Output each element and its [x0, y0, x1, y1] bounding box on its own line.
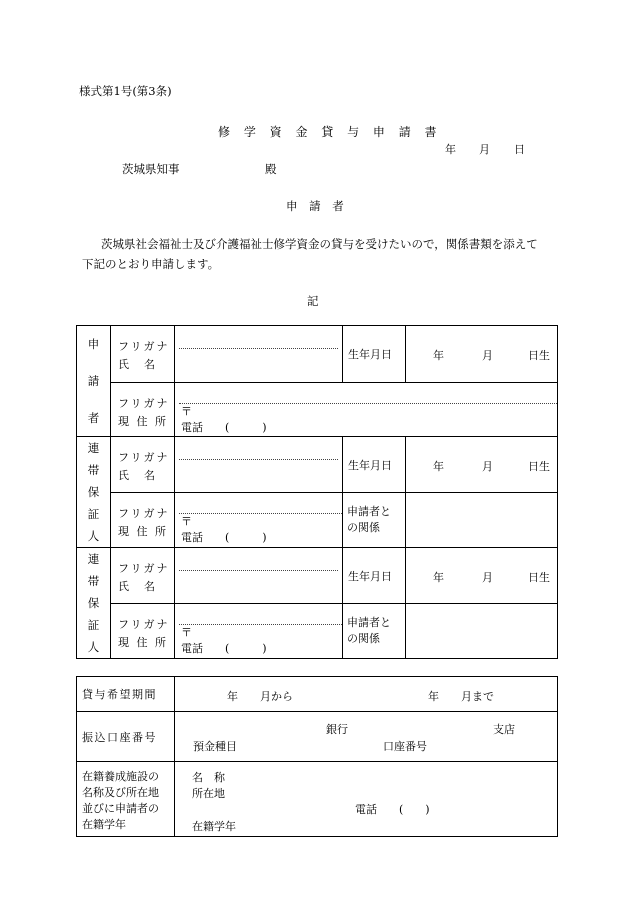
birth-day: 日生 — [528, 349, 550, 362]
school-label-line: 並びに申請者の — [82, 802, 159, 815]
birth-month: 月 — [482, 349, 493, 362]
label-char: 連 — [87, 552, 100, 566]
furigana-label: フリガナ — [118, 340, 170, 353]
furigana-label: フリガナ — [118, 451, 170, 464]
guarantor-1-name-field[interactable] — [175, 437, 343, 493]
birth-label-text: 生年月日 — [348, 458, 392, 472]
school-label-line: 名称及び所在地 — [82, 786, 159, 799]
postal-mark: 〒 — [181, 515, 192, 528]
section-label-guarantor-1 — [77, 437, 111, 548]
name-label: 氏 名 — [118, 580, 157, 593]
label-char: 者 — [87, 410, 100, 425]
furigana-label: フリガナ — [118, 562, 170, 575]
period-to: 年 月まで — [428, 690, 494, 703]
label-char: 証 — [87, 507, 100, 521]
address-label-cell — [111, 382, 175, 437]
date-month: 月 — [479, 143, 490, 156]
label-char: 申 — [87, 337, 100, 352]
school-label — [77, 762, 175, 837]
furigana-label: フリガナ — [118, 396, 170, 410]
name-label-cell — [111, 548, 175, 604]
label-char: 連 — [87, 441, 100, 455]
form-title: 修 学 資 金 貸 与 申 請 書 — [218, 125, 442, 139]
loan-details-table — [76, 676, 558, 837]
guarantor-2-relation-field[interactable] — [406, 604, 558, 659]
relation-label: 申請者と の関係 — [343, 493, 406, 548]
birth-label — [343, 326, 406, 383]
body-text-line-1: 茨城県社会福祉士及び介護福祉士修学資金の貸与を受けたいので，関係書類を添えて — [101, 237, 538, 251]
birth-day: 日生 — [528, 571, 550, 584]
account-label: 振込口座番号 — [77, 712, 175, 762]
birth-year: 年 — [433, 571, 444, 584]
birth-month: 月 — [482, 460, 493, 473]
name-label: 氏 名 — [118, 469, 157, 482]
school-year-label: 在籍学年 — [192, 820, 236, 833]
account-field[interactable] — [175, 712, 558, 762]
birth-year: 年 — [433, 349, 444, 362]
addressee-name: 茨城県知事 — [122, 162, 180, 176]
address-label: 現 住 所 — [118, 525, 168, 538]
furigana-label: フリガナ — [118, 618, 170, 631]
label-char: 帯 — [87, 463, 100, 477]
postal-mark: 〒 — [181, 626, 192, 639]
address-label: 現 住 所 — [118, 414, 168, 428]
label-char: 保 — [87, 596, 100, 610]
guarantor-2-birth-field[interactable] — [406, 548, 558, 604]
phone-label: 電話 ( ) — [181, 531, 267, 544]
label-char: 証 — [87, 618, 100, 632]
account-number-label: 口座番号 — [383, 740, 427, 753]
label-char: 人 — [87, 640, 100, 654]
form-number: 様式第1号(第3条) — [79, 84, 172, 98]
applicant-address-field[interactable] — [175, 382, 558, 437]
birth-label — [343, 548, 406, 604]
school-address-label: 所在地 — [192, 787, 225, 800]
guarantor-1-address-field[interactable] — [175, 493, 343, 548]
guarantor-2-address-field[interactable] — [175, 604, 343, 659]
date-day: 日 — [514, 143, 525, 156]
furigana-label: フリガナ — [118, 507, 170, 520]
branch-label: 支店 — [493, 723, 515, 736]
period-from: 年 月から — [227, 690, 293, 703]
birth-label-text: 生年月日 — [348, 569, 392, 583]
birth-label — [343, 437, 406, 493]
label-char: 人 — [87, 529, 100, 543]
addressee-honorific: 殿 — [265, 162, 277, 176]
address-label-cell — [111, 493, 175, 548]
address-label: 現 住 所 — [118, 636, 168, 649]
guarantor-2-name-field[interactable] — [175, 548, 343, 604]
postal-mark: 〒 — [181, 404, 192, 418]
name-label-cell — [111, 437, 175, 493]
phone-label: 電話 ( ) — [181, 420, 267, 434]
relation-label: 申請者と の関係 — [343, 604, 406, 659]
ki-label: 記 — [307, 294, 319, 308]
date-year: 年 — [445, 143, 456, 156]
label-char: 請 — [87, 373, 100, 388]
body-text-line-2: 下記のとおり申請します。 — [82, 257, 220, 271]
applicant-birth-field[interactable] — [406, 326, 558, 383]
school-label-line: 在籍学年 — [82, 818, 126, 831]
label-char: 保 — [87, 485, 100, 499]
name-label-cell — [111, 326, 175, 383]
school-label-line: 在籍養成施設の — [82, 770, 159, 783]
birth-day: 日生 — [528, 460, 550, 473]
school-field[interactable] — [175, 762, 558, 837]
deposit-type-label: 預金種目 — [193, 740, 237, 753]
applicant-heading: 申 請 者 — [286, 199, 348, 213]
school-name-label: 名 称 — [192, 771, 225, 784]
section-label-applicant — [77, 326, 111, 437]
birth-label-text: 生年月日 — [348, 347, 392, 361]
phone-label: 電話 ( ) — [181, 642, 267, 655]
birth-month: 月 — [482, 571, 493, 584]
address-label-cell — [111, 604, 175, 659]
guarantor-1-birth-field[interactable] — [406, 437, 558, 493]
label-char: 帯 — [87, 574, 100, 588]
school-phone-label: 電話 ( ) — [355, 803, 430, 816]
birth-year: 年 — [433, 460, 444, 473]
guarantor-1-relation-field[interactable] — [406, 493, 558, 548]
section-label-guarantor-2 — [77, 548, 111, 659]
applicant-name-field[interactable] — [175, 326, 343, 383]
period-label: 貸与希望期間 — [77, 677, 175, 712]
name-label: 氏 名 — [118, 358, 157, 371]
period-field[interactable] — [175, 677, 558, 712]
applicant-table — [76, 325, 558, 659]
bank-label: 銀行 — [326, 723, 348, 736]
